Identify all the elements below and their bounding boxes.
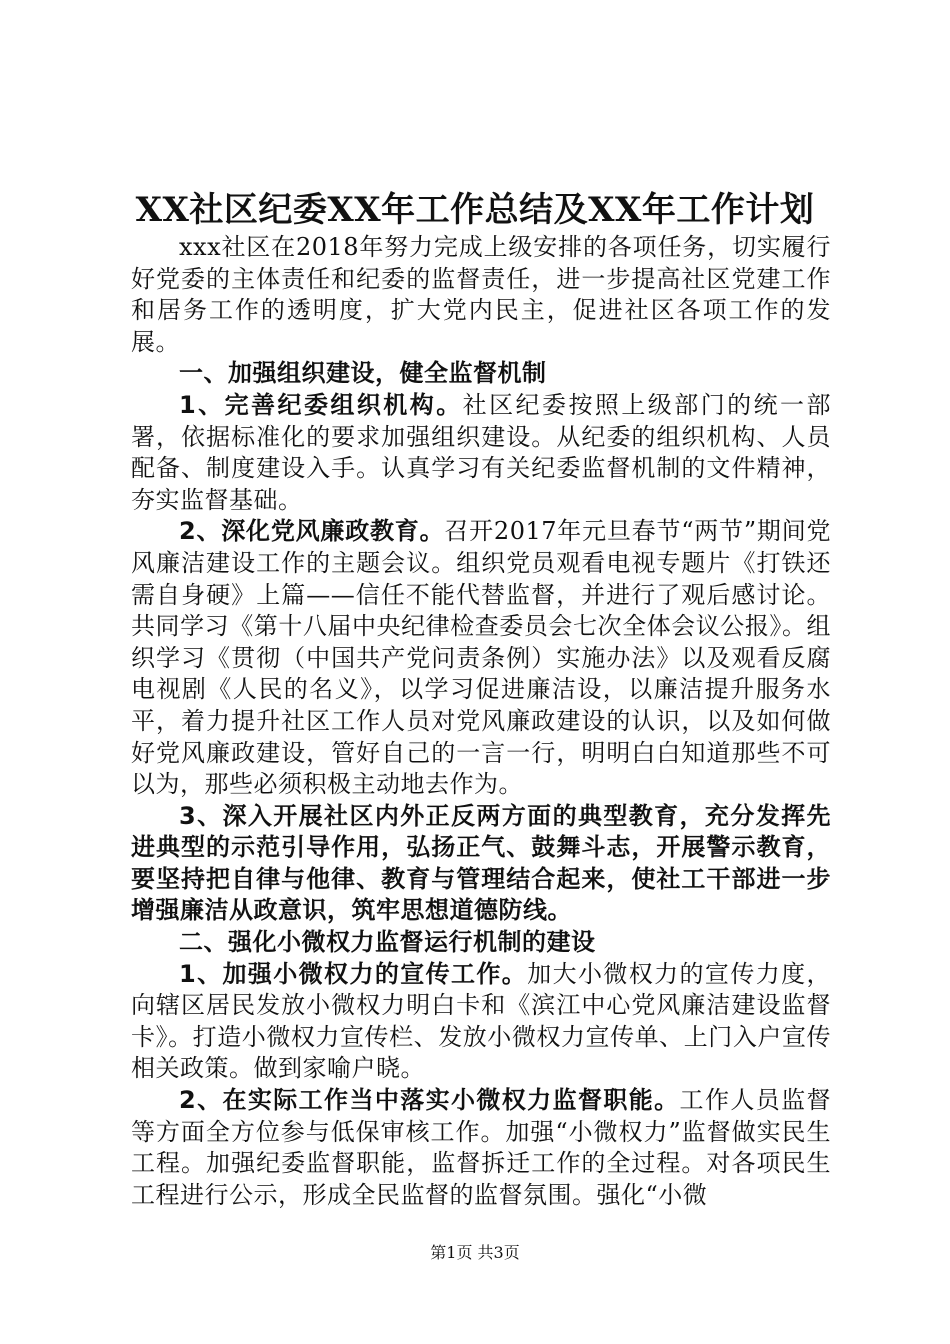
- paragraph-1-1-body: 社区纪委按照上级部门的统一部署，依据标准化的要求加强组织建设。从纪委的组织机构、人员配备、制度建设入手。认真学习有关纪委监督机制的文件精神，夯实监督基础。: [131, 390, 832, 514]
- paragraph-1-3: 3、深入开展社区内外正反两方面的典型教育，充分发挥先进典型的示范引导作用，弘扬正气、鼓舞斗志，开展警示教育，要坚持把自律与他律、教育与管理结合起来，使社工干部进一步增强廉洁从政意识，筑牢思想道德防线。: [131, 801, 831, 925]
- paragraph-2-1: [131, 959, 831, 1085]
- paragraph-1-1: [131, 390, 831, 516]
- paragraph-2-2: [131, 1085, 831, 1211]
- document-body: [131, 232, 831, 1211]
- paragraph-2-2-body: 工作人员监督等方面全方位参与低保审核工作。加强“小微权力”监督做实民生工程。加强纪委监督职能，监督拆迁工作的全过程。对各项民生工程进行公示，形成全民监督的监督氛围。强化“小微: [131, 1086, 832, 1209]
- paragraph-1-2: [131, 516, 831, 800]
- document-title: XX社区纪委XX年工作总结及XX年工作计划: [135, 190, 815, 230]
- paragraph-2-1-lead: 1、加强小微权力的宣传工作。: [179, 959, 528, 988]
- page-footer: 第1页 共3页: [430, 1243, 520, 1262]
- intro-paragraph: xxx社区在2018年努力完成上级安排的各项任务，切实履行好党委的主体责任和纪委的监督责任，进一步提高社区党建工作和居务工作的透明度，扩大党内民主，促进社区各项工作的发展。: [131, 233, 831, 356]
- section-heading-2: 二、强化小微权力监督运行机制的建设: [179, 928, 596, 957]
- paragraph-2-1-body: 加大小微权力的宣传力度，向辖区居民发放小微权力明白卡和《滨江中心党风廉洁建设监督卡》。打造小微权力宣传栏、发放小微权力宣传单、上门入户宣传相关政策。做到家喻户晓。: [131, 959, 831, 1083]
- paragraph-2-2-lead: 2、在实际工作当中落实小微权力监督职能。: [179, 1086, 680, 1115]
- paragraph-1-1-lead: 1、完善纪委组织机构。: [179, 390, 463, 419]
- section-heading-1: 一、加强组织建设，健全监督机制: [179, 359, 547, 388]
- paragraph-1-2-lead: 2、深化党风廉政教育。: [179, 517, 445, 546]
- paragraph-1-2-body: 召开2017年元旦春节“两节”期间党风廉洁建设工作的主题会议。组织党员观看电视专题片《打铁还需自身硬》上篇——信任不能代替监督，并进行了观后感讨论。共同学习《第十八届中央纪律检查委员会七次全体会议公报》。组织学习《贯彻（中国共产党问责条例）实施办法》以及观看反腐电视剧《人民的名义》，以学习促进廉洁设，以廉洁提升服务水平，着力提升社区工作人员对党风廉政建设的认识，以及如何做好党风廉政建设，管好自己的一言一行，明明白白知道那些不可以为，那些必须积极主动地去作为。: [131, 517, 831, 799]
